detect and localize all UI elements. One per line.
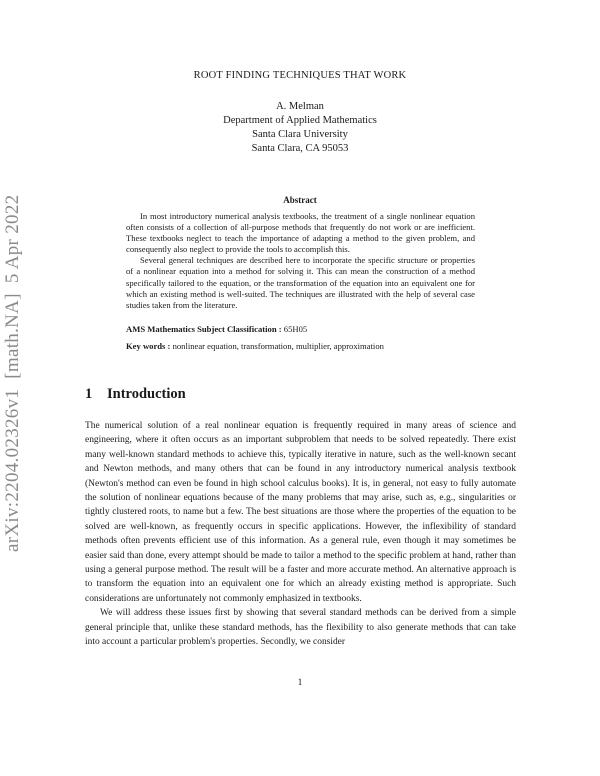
- keywords-line: [126, 341, 475, 352]
- abstract-paragraph: Several general techniques are described here to incorporate the specific structure or properties of a nonlinear equation into a method for solving it. This can mean the construction of a method specifically tailored to the equation, or the transformation of the equation into an equivalent one for which an existing method is well-suited. The techniques are illustrated with the help of several case studies taken from the literature.: [126, 255, 475, 310]
- abstract-body: [126, 211, 475, 311]
- abstract-heading: Abstract: [283, 195, 317, 205]
- affiliation-university: Santa Clara University: [252, 129, 348, 140]
- section-body: [85, 419, 516, 650]
- affiliation-department: Department of Applied Mathematics: [223, 115, 377, 126]
- author-block: [0, 100, 600, 156]
- affiliation-address: Santa Clara, CA 95053: [251, 143, 349, 154]
- abstract-paragraph: In most introductory numerical analysis textbooks, the treatment of a single nonlinear equation often consists of a collection of all-purpose methods that frequently do not work or are inefficient. These textbooks neglect to teach the importance of adapting a method to the given problem, and consequently also neglect to provide the tools to accomplish this.: [126, 211, 475, 255]
- keywords-label: Key words :: [126, 341, 171, 351]
- section-title: Introduction: [107, 386, 186, 402]
- body-paragraph: The numerical solution of a real nonlinear equation is frequently required in many areas of science and engineering, where it often occurs as an important subproblem that needs to be solved repeatedly. There exist many well-known standard methods to achieve this, typically iterative in nature, such as the well-known secant and Newton methods, and many others that can be found in any introductory numerical analysis textbook (Newton's method can even be found in high school calculus books). It is, in general, not easy to fully automate the solution of nonlinear equations because of the many problems that may arise, such as, e.g., singularities or tightly clustered roots, to name but a few. The best situations are those where the properties of the equation to be solved are well-known, as frequently occurs in specific applications. However, the inflexibility of standard methods often prevents efficient use of this information. As a general rule, even though it may sometimes be easier said than done, every attempt should be made to tailor a method to the specific problem at hand, rather than using a general purpose method. The result will be a faster and more accurate method. An alternative approach is to transform the equation into an equivalent one for which an already existing method is appropriate. Such considerations are unfortunately not commonly emphasized in textbooks.: [85, 421, 516, 604]
- body-paragraph: We will address these issues first by showing that several standard methods can be derived from a simple general principle that, unlike these standard methods, has the flexibility to also generate methods that can take into account a particular problem's properties. Secondly, we consider: [85, 608, 516, 648]
- arxiv-identifier-stamp: arXiv:2204.02326v1 [math.NA] 5 Apr 2022: [2, 194, 23, 552]
- msc-line: [126, 324, 475, 335]
- msc-label: AMS Mathematics Subject Classification :: [126, 324, 282, 334]
- section-heading: [85, 386, 186, 403]
- msc-value: 65H05: [283, 324, 308, 334]
- paper-title: ROOT FINDING TECHNIQUES THAT WORK: [193, 70, 407, 81]
- section-number: 1: [85, 386, 93, 402]
- author-name: A. Melman: [276, 101, 324, 112]
- keywords-value: nonlinear equation, transformation, multiplier, approximation: [172, 341, 384, 351]
- page-number: 1: [297, 678, 303, 688]
